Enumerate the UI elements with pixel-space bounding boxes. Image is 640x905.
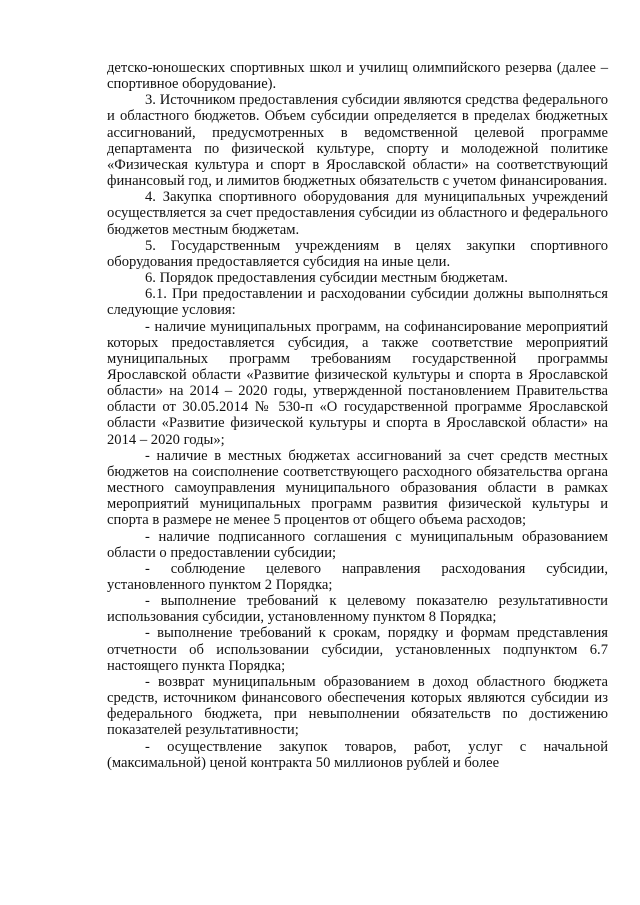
paragraph-sports-equipment-note: детско-юношеских спортивных школ и училищ олимпийского резерва (далее – спортивное оборудование). [107,60,608,93]
document-page [107,60,608,771]
paragraph-6-1-conditions: 6.1. При предоставлении и расходовании субсидии должны выполняться следующие условия: [107,286,608,319]
list-item-procurement: - осуществление закупок товаров, работ, услуг с начальной (максимальной) ценой контракта 50 миллионов рублей и более [107,738,608,771]
list-item-local-budget-allocations: - наличие в местных бюджетах ассигнований за счет средств местных бюджетов на соисполнение соответствующего расходного обязательства органа местного самоуправления муниципального образования области в рамках мероприятий муниципальных программ развития физической культуры и спорта в размере не менее 5 процентов от общего объема расходов; [107,447,608,529]
paragraph-5-state-institutions: 5. Государственным учреждениям в целях закупки спортивного оборудования предоставляется субсидия на иные цели. [107,237,608,270]
paragraph-6-procedure-heading: 6. Порядок предоставления субсидии местным бюджетам. [145,270,508,287]
paragraph-3-subsidy-source: 3. Источником предоставления субсидии являются средства федерального и областного бюджетов. Объем субсидии определяется в пределах бюджетных ассигнований, предусмотренных в ведомственной целевой программе департамента по физической культуре, спорту и молодежной политике «Физическая культура и спорт в Ярославской области» на соответствующий финансовый год, и лимитов бюджетных обязательств с учетом финансирования. [107,92,608,190]
list-item-signed-agreement: - наличие подписанного соглашения с муниципальным образованием области о предоставлении субсидии; [107,528,608,561]
paragraph-4-equipment-purchase: 4. Закупка спортивного оборудования для муниципальных учреждений осуществляется за счет предоставления субсидии из областного и федерального бюджетов местным бюджетам. [107,189,608,238]
list-item-target-direction: - соблюдение целевого направления расходования субсидии, установленного пунктом 2 Порядка; [107,560,608,593]
list-item-municipal-programs: - наличие муниципальных программ, на софинансирование мероприятий которых предоставляется субсидия, а также соответствие мероприятий муниципальных программ требованиям государственной программы Ярославской области «Развитие физической культуры и спорта в Ярославской области» на 2014 – 2020 годы, утвержденной постановлением Правительства области от 30.05.2014 № 530-п «О государственной программе Ярославской области «Развитие физической культуры и спорта в Ярославской области» на 2014 – 2020 годы»; [107,318,608,448]
list-item-reporting-requirements: - выполнение требований к срокам, порядку и формам представления отчетности об использовании субсидии, установленных подпунктом 6.7 настоящего пункта Порядка; [107,625,608,674]
list-item-refund-obligation: - возврат муниципальным образованием в доход областного бюджета средств, источником финансового обеспечения которых являются субсидии из федерального бюджета, при невыполнении обязательств по достижению показателей результативности; [107,673,608,739]
list-item-performance-indicator: - выполнение требований к целевому показателю результативности использования субсидии, установленному пунктом 8 Порядка; [107,593,608,626]
